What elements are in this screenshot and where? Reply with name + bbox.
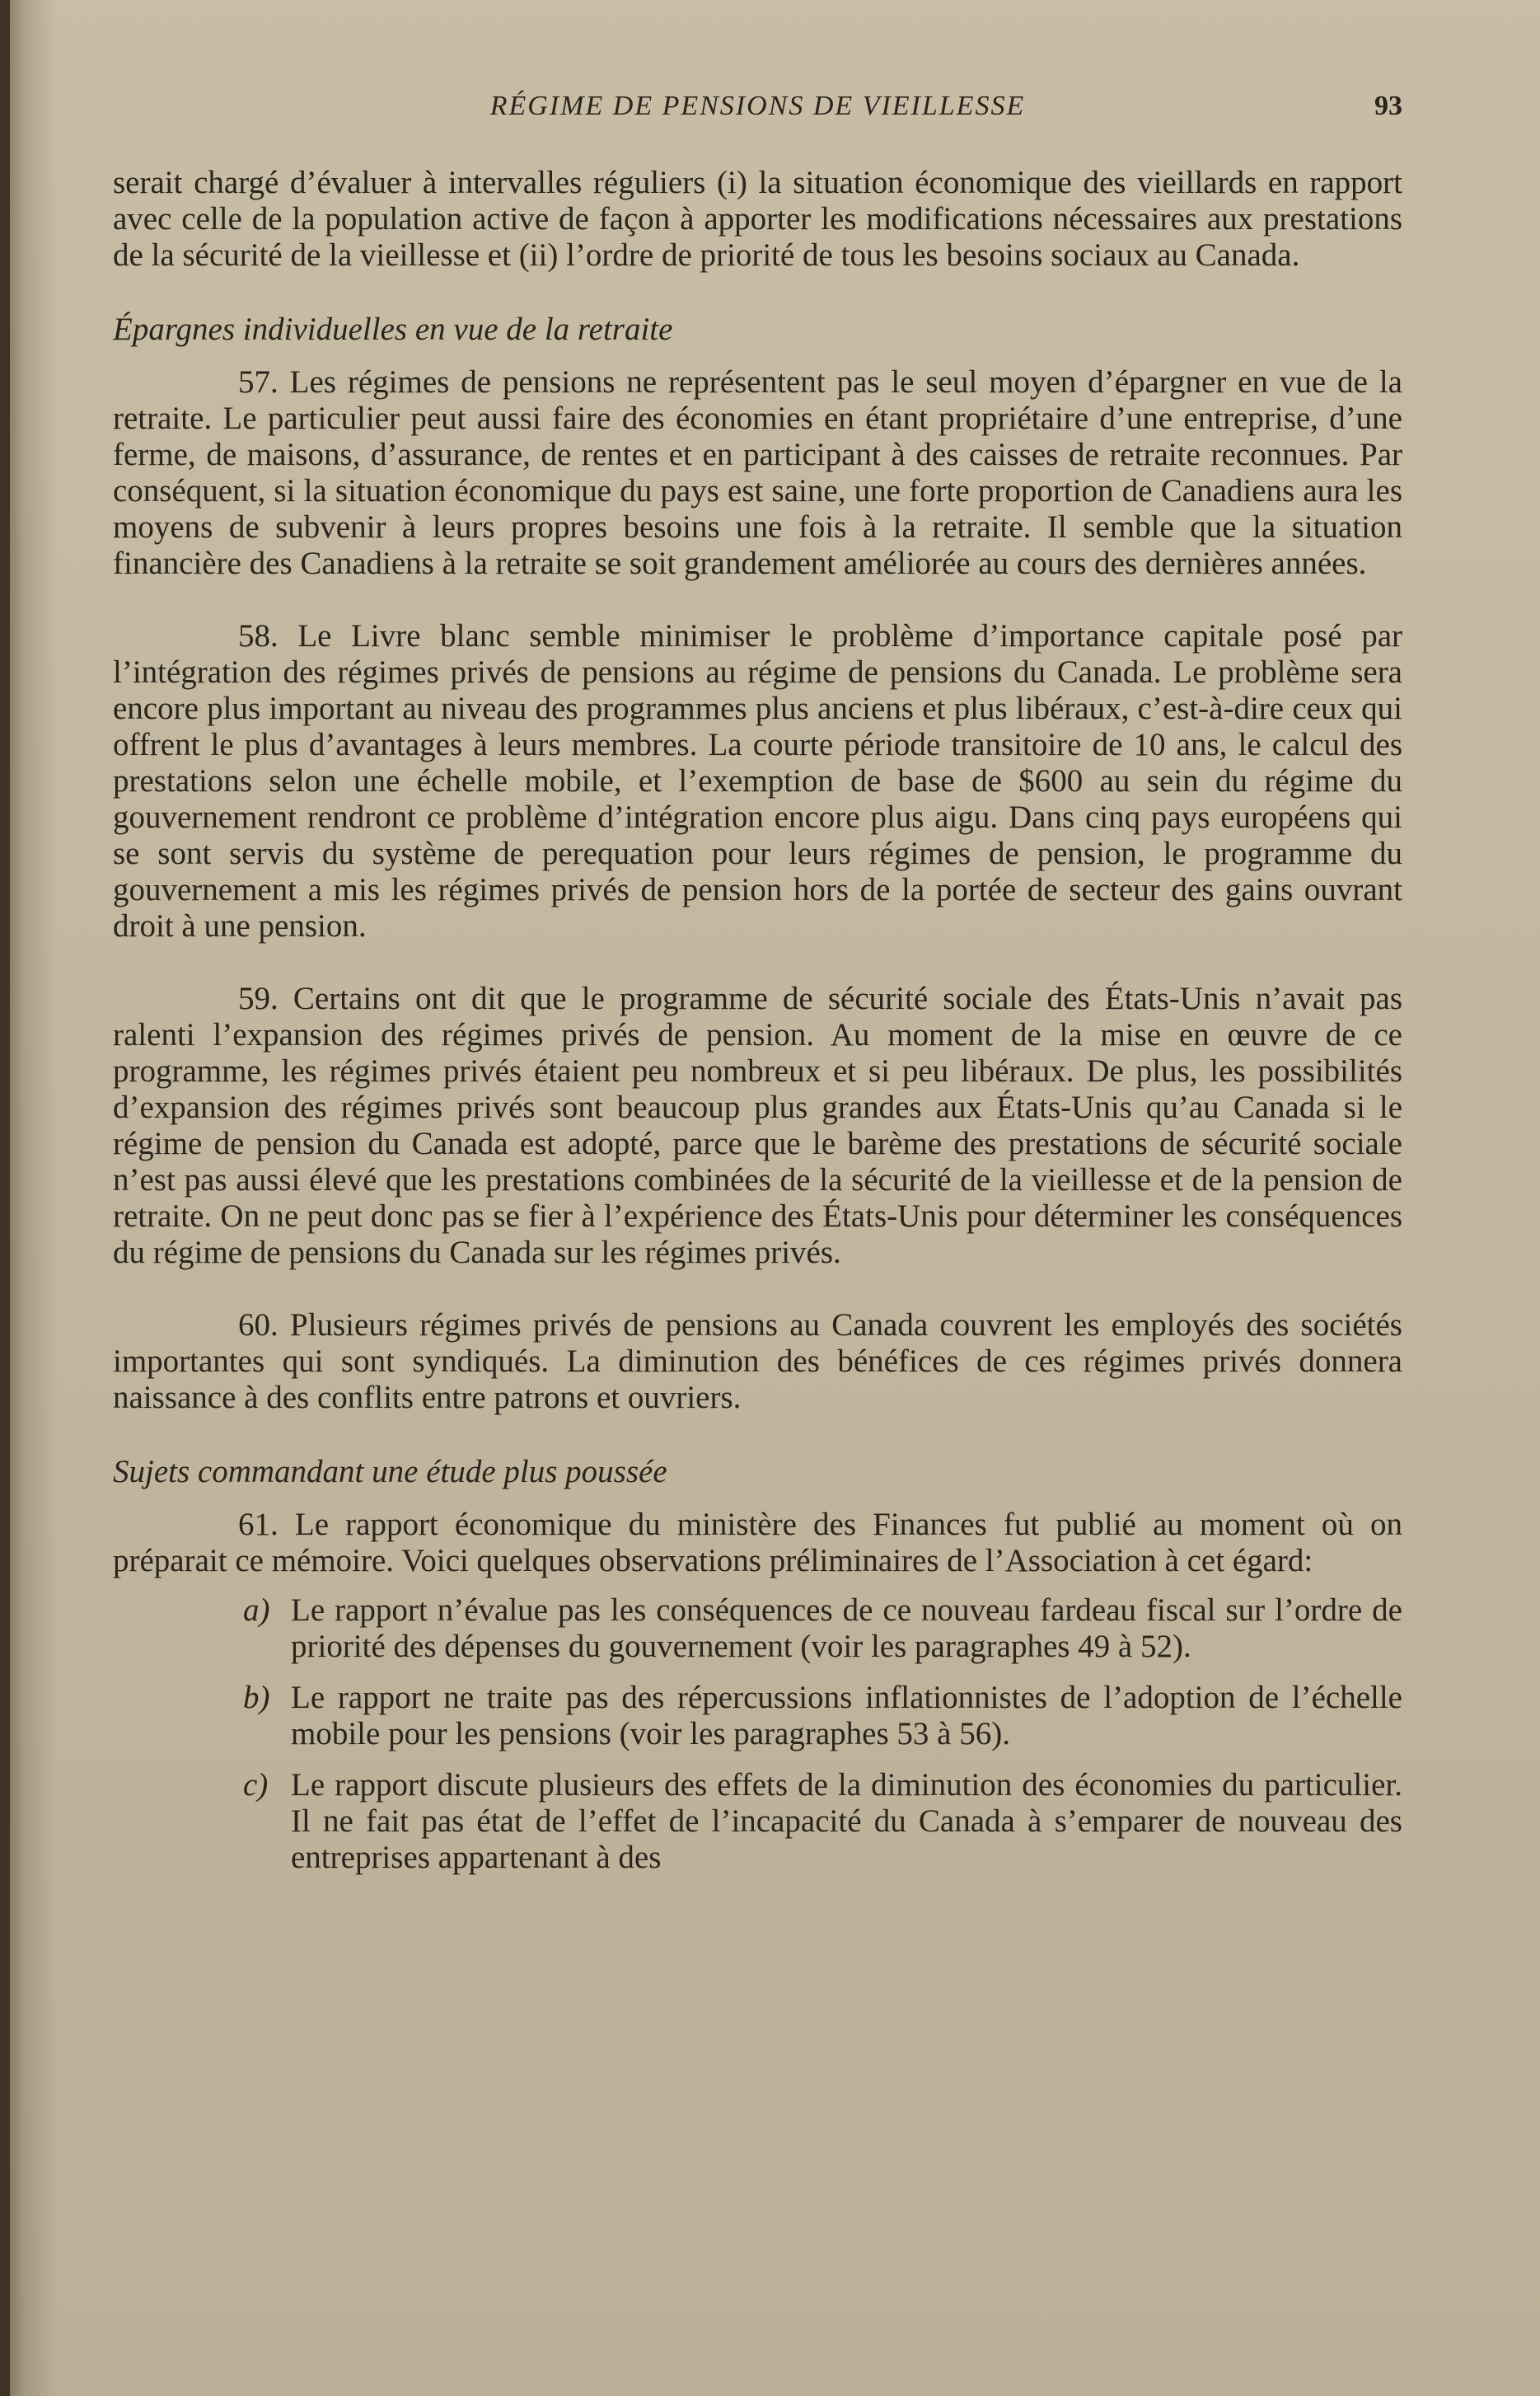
list-item-b bbox=[113, 1680, 1402, 1752]
list-marker: c) bbox=[243, 1767, 269, 1803]
list-marker: b) bbox=[243, 1680, 270, 1715]
paragraph-60: 60. Plusieurs régimes privés de pensions au Canada couvrent les employés des sociétés importantes qui sont syndiqués. La diminution des bénéfices de ces régimes privés donnera naissance à des conflits entre patrons et ouvriers. bbox=[113, 1307, 1402, 1415]
paragraph-58: 58. Le Livre blanc semble minimiser le problème d’importance capitale posé par l’intégration des régimes privés de pensions au régime de pensions du Canada. Le problème sera encore plus important au niveau des programmes plus anciens et plus libéraux, c’est-à-dire ceux qui offrent le plus d’avantages à leurs membres. La courte période transitoire de 10 ans, le calcul des prestations selon une échelle mobile, et l’exemption de base de $600 au sein du régime du gouvernement rendront ce problème d’intégration encore plus aigu. Dans cinq pays européens qui se sont servis du système de perequation pour leurs régimes de pension, le programme du gouvernement a mis les régimes privés de pension hors de la portée de secteur des gains ouvrant droit à une pension. bbox=[113, 618, 1402, 944]
running-title: RÉGIME DE PENSIONS DE VIEILLESSE bbox=[489, 91, 1026, 121]
paragraph-59: 59. Certains ont dit que le programme de sécurité sociale des États-Unis n’avait pas ralenti l’expansion des régimes privés de pension. Au moment de la mise en œuvre de ce programme, les régimes privés étaient peu nombreux et si peu libéraux. De plus, les possibilités d’expansion des régimes privés sont beaucoup plus grandes aux États-Unis qu’au Canada si le régime de pension du Canada est adopté, parce que le barème des prestations de sécurité sociale n’est pas aussi élevé que les prestations combinées de la sécurité de la vieillesse et de la pension de retraite. On ne peut donc pas se fier à l’expérience des États-Unis pour déterminer les conséquences du régime de pensions du Canada sur les régimes privés. bbox=[113, 981, 1402, 1270]
section-heading-further-study: Sujets commandant une étude plus poussée bbox=[113, 1454, 667, 1489]
list-item-text: Le rapport ne traite pas des répercussions inflationnistes de l’adoption de l’échelle mobile pour les pensions (voir les paragraphes 53 à 56). bbox=[291, 1680, 1402, 1751]
list-item-text: Le rapport n’évalue pas les conséquences de ce nouveau fardeau fiscal sur l’ordre de priorité des dépenses du gouvernement (voir les paragraphes 49 à 52). bbox=[291, 1592, 1402, 1664]
list-item-text: Le rapport discute plusieurs des effets de la diminution des économies du particulier. Il ne fait pas état de l’effet de l’incapacité du Canada à s’emparer de nouveau des entreprises appartenant à des bbox=[291, 1767, 1402, 1875]
page-number: 93 bbox=[1374, 91, 1402, 121]
list-item-c bbox=[113, 1767, 1402, 1876]
running-header bbox=[113, 91, 1402, 132]
list-marker: a) bbox=[243, 1592, 270, 1628]
continued-paragraph: serait chargé d’évaluer à intervalles réguliers (i) la situation économique des vieillards en rapport avec celle de la population active de façon à apporter les modifications nécessaires aux prestations de la sécurité de la vieillesse et (ii) l’ordre de priorité de tous les besoins sociaux au Canada. bbox=[113, 165, 1402, 273]
paragraph-57: 57. Les régimes de pensions ne représentent pas le seul moyen d’épargner en vue de la retraite. Le particulier peut aussi faire des économies en étant propriétaire d’une entreprise, d’une ferme, de maisons, d’assurance, de rentes et en participant à des caisses de retraite reconnues. Par conséquent, si la situation économique du pays est saine, une forte proportion de Canadiens aura les moyens de subvenir à leurs propres besoins une fois à la retraite. Il semble que la situation financière des Canadiens à la retraite se soit grandement améliorée au cours des dernières années. bbox=[113, 364, 1402, 581]
section-heading-individual-savings: Épargnes individuelles en vue de la retraite bbox=[113, 312, 673, 347]
paragraph-61: 61. Le rapport économique du ministère des Finances fut publié au moment où on préparait ce mémoire. Voici quelques observations préliminaires de l’Association à cet égard: bbox=[113, 1507, 1402, 1578]
list-item-a bbox=[113, 1592, 1402, 1665]
book-spine-shadow bbox=[0, 0, 10, 2396]
body-text bbox=[113, 165, 1402, 1876]
